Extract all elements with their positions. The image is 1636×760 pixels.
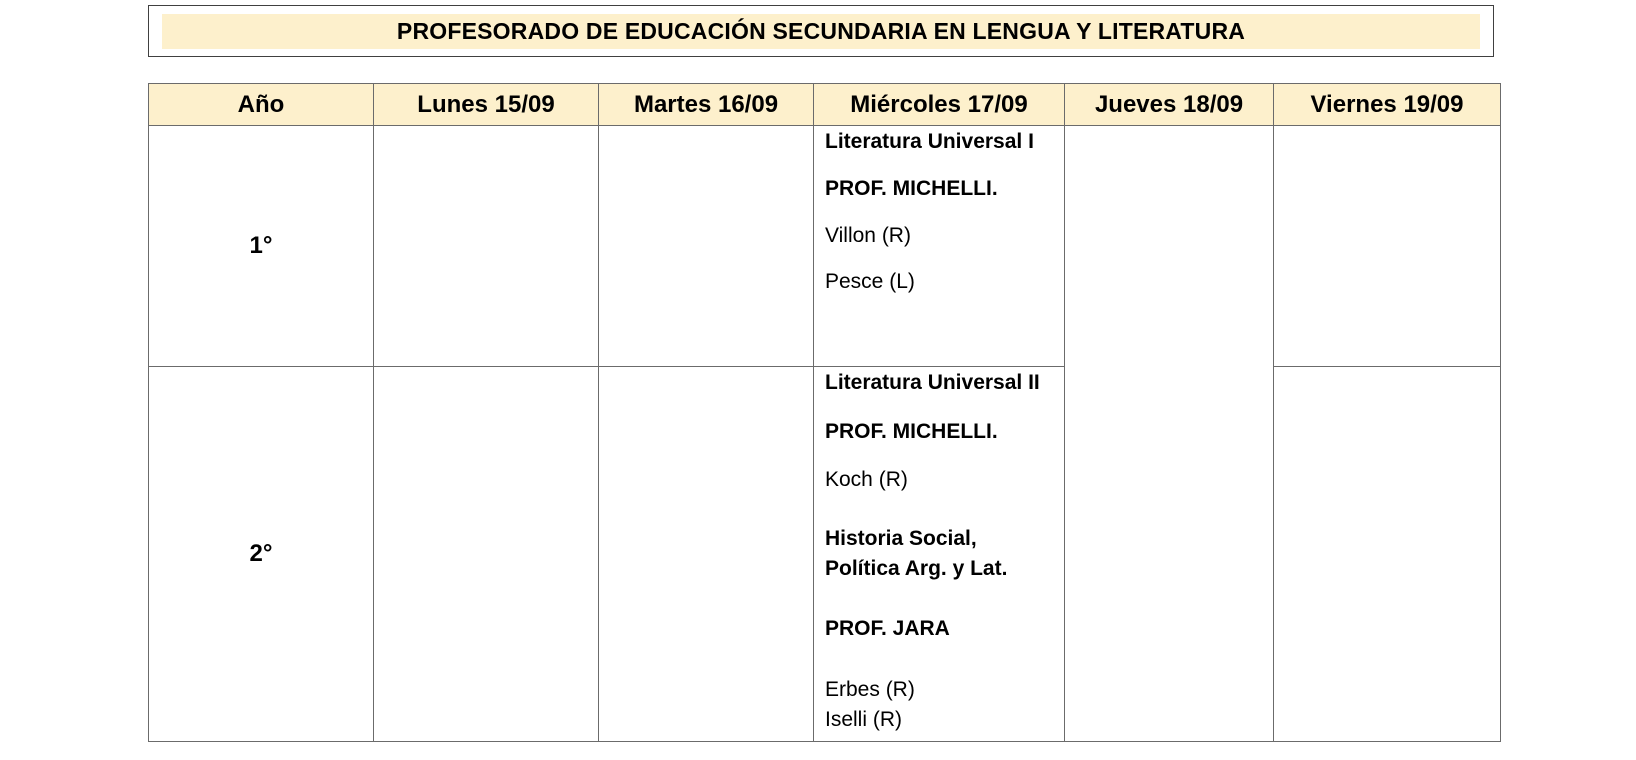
monday-cell: [374, 367, 599, 742]
subject-name: Historia Social,: [825, 527, 977, 550]
header-row: [149, 84, 1501, 126]
header-monday: Lunes 15/09: [374, 84, 599, 126]
wednesday-cell: [814, 126, 1065, 367]
title-box: [148, 5, 1494, 57]
thursday-cell: [1065, 126, 1274, 742]
friday-cell: [1274, 367, 1501, 742]
professor-name: PROF. MICHELLI.: [825, 177, 998, 200]
year-cell: 1°: [149, 126, 374, 367]
tuesday-cell: [599, 367, 814, 742]
student-name: Koch (R): [825, 468, 908, 491]
year-cell: 2°: [149, 367, 374, 742]
header-wednesday: Miércoles 17/09: [814, 84, 1065, 126]
tuesday-cell: [599, 126, 814, 367]
schedule-table: [148, 83, 1501, 742]
wednesday-cell: [814, 367, 1065, 742]
professor-name: PROF. MICHELLI.: [825, 420, 998, 443]
header-friday: Viernes 19/09: [1274, 84, 1501, 126]
subject-name: Literatura Universal II: [825, 371, 1040, 394]
monday-cell: [374, 126, 599, 367]
student-name: Erbes (R): [825, 678, 915, 701]
header-year: Año: [149, 84, 374, 126]
professor-name: PROF. JARA: [825, 617, 950, 640]
table-row: [149, 126, 1501, 367]
student-name: Villon (R): [825, 224, 911, 247]
subject-name-cont: Política Arg. y Lat.: [825, 557, 1008, 580]
table-row: [149, 367, 1501, 742]
subject-name: Literatura Universal I: [825, 130, 1034, 153]
student-name: Iselli (R): [825, 708, 902, 731]
friday-cell: [1274, 126, 1501, 367]
header-tuesday: Martes 16/09: [599, 84, 814, 126]
header-thursday: Jueves 18/09: [1065, 84, 1274, 126]
student-name: Pesce (L): [825, 270, 915, 293]
page-title: PROFESORADO DE EDUCACIÓN SECUNDARIA EN LENGUA Y LITERATURA: [162, 14, 1480, 49]
